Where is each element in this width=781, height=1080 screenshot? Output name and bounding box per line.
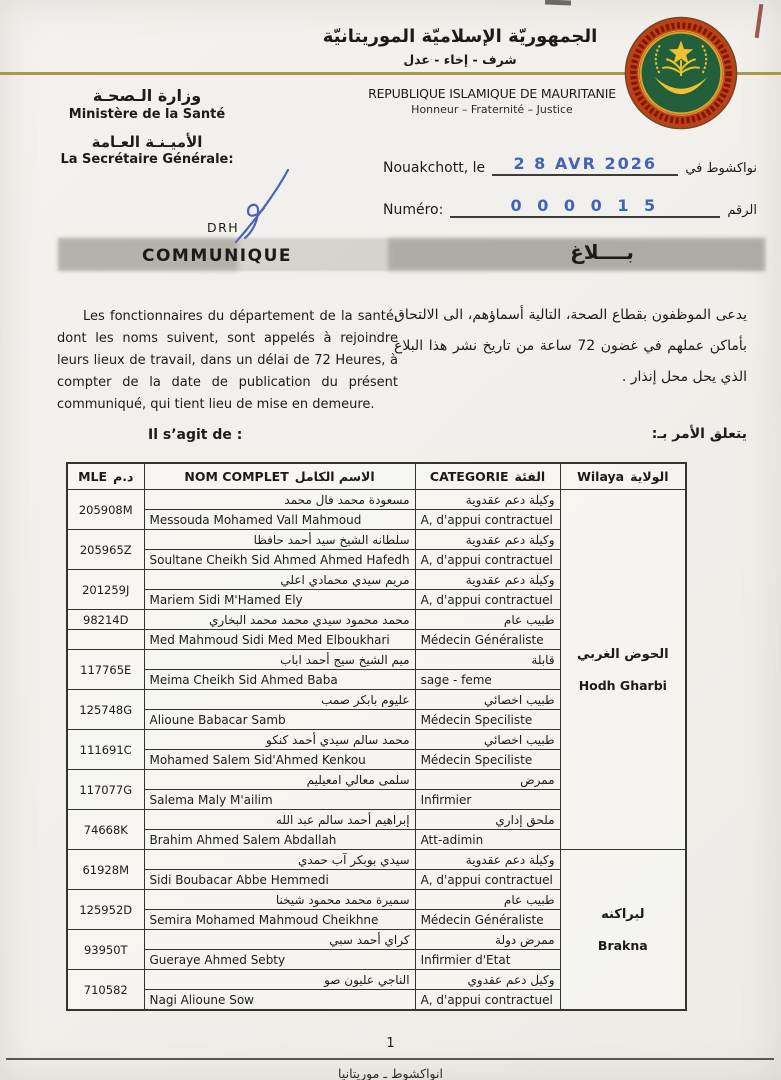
name-arabic: سيدي بوبكر آب حمدي (144, 850, 415, 870)
mle-code: 61928M (67, 850, 144, 890)
name-arabic: مريم سيدي محمادي اعلي (144, 570, 415, 590)
category-arabic: قابلة (415, 650, 560, 670)
name-arabic: عليوم بابكر صمب (144, 690, 415, 710)
name-latin: Salema Maly M'ailim (144, 790, 415, 810)
mle-code: 117765E (67, 650, 144, 690)
name-arabic: سميرة محمد محمود شيخنا (144, 890, 415, 910)
body-paragraph-french: Les fonctionnaires du département de la santé, dont les noms suivent, sont appelés à rejoindre leurs lieux de travail, dans un délai de 72 Heures, à compter de la date de publication du présent communiqué, qui tient lieu de mise en demeure. (57, 309, 398, 412)
category-arabic: طبيب اخصائي (415, 730, 560, 750)
category-latin: A, d'appui contractuel (415, 990, 560, 1011)
category-latin: Médecin Généraliste (415, 910, 560, 930)
category-latin: A, d'appui contractuel (415, 550, 560, 570)
name-latin: Alioune Babacar Samb (144, 710, 415, 730)
ministry-block (28, 86, 266, 167)
footer-address-partial: انواكشوط ـ موريتانيا (338, 1066, 443, 1080)
scan-artifact-mark (755, 4, 764, 38)
communique-title-arabic: بــــلاغ (570, 240, 634, 264)
drh-label: DRH (207, 220, 240, 235)
numero-label-french: Numéro: (383, 202, 444, 218)
name-latin: Mariem Sidi M'Hamed Ely (144, 590, 415, 610)
mle-code: 205965Z (67, 530, 144, 570)
mle-code: 205908M (67, 490, 144, 530)
name-arabic: كراي أحمد سبي (144, 930, 415, 950)
category-arabic: طبيب عام (415, 890, 560, 910)
republic-title-arabic: الجمهوريّة الإسلاميّة الموريتانيّة (322, 26, 598, 47)
scan-artifact-mark (545, 0, 571, 5)
category-arabic: وكيلة دعم عقدوية (415, 570, 560, 590)
mle-code: 125748G (67, 690, 144, 730)
wilaya-name-arabic: لبراكنه (601, 906, 645, 922)
name-latin: Soultane Cheikh Sid Ahmed Ahmed Hafedh (144, 550, 415, 570)
header-wilaya: Wilaya الولاية (560, 463, 686, 490)
numero-label-arabic: الرقم (727, 203, 757, 218)
mle-code: 201259J (67, 570, 144, 610)
name-arabic: مسعودة محمد فال محمد (144, 490, 415, 510)
republic-title-french: REPUBLIQUE ISLAMIQUE DE MAURITANIE (368, 86, 616, 101)
category-latin: sage - feme (415, 670, 560, 690)
secretary-general-arabic: الأميـنـة العـامة (91, 133, 203, 151)
category-latin: Médecin Speciliste (415, 710, 560, 730)
category-latin: Médecin Speciliste (415, 750, 560, 770)
page-number: 1 (386, 1036, 395, 1051)
wilaya-name-arabic: الحوض الغربي (576, 646, 669, 662)
mle-code: 117077G (67, 770, 144, 810)
ministry-name-french: Ministère de la Santé (68, 107, 226, 122)
name-latin: Sidi Boubacar Abbe Hemmedi (144, 870, 415, 890)
category-arabic: ملحق إداري (415, 810, 560, 830)
motto-arabic: شرف - إخاء - عدل (403, 52, 517, 67)
date-label-french: Nouakchott, le (383, 160, 486, 176)
wilaya-name-latin: Brakna (597, 937, 648, 953)
name-latin: Med Mahmoud Sidi Med Med Elboukhari (144, 630, 415, 650)
category-latin: Att-adimin (415, 830, 560, 850)
category-latin: Médecin Généraliste (415, 630, 560, 650)
category-arabic: طبيب اخصائي (415, 690, 560, 710)
name-latin: Nagi Alioune Sow (144, 990, 415, 1011)
mle-code: 74668K (67, 810, 144, 850)
personnel-table (66, 462, 687, 1011)
category-latin: Infirmier (415, 790, 560, 810)
national-seal-icon (622, 14, 740, 132)
wilaya-name-latin: Hodh Gharbi (578, 677, 667, 693)
category-latin: A, d'appui contractuel (415, 870, 560, 890)
mle-code: 125952D (67, 890, 144, 930)
name-arabic: سلطانه الشيخ سيد أحمد حافظا (144, 530, 415, 550)
category-arabic: وكيلة دعم عقدوية (415, 530, 560, 550)
mle-code: 710582 (67, 970, 144, 1011)
name-latin: Meima Cheikh Sid Ahmed Baba (144, 670, 415, 690)
lead-in-arabic: يتعلق الأمر بـ: (651, 426, 747, 442)
category-arabic: وكيل دعم عقدوي (415, 970, 560, 990)
motto-french: Honneur – Fraternité – Justice (411, 103, 573, 116)
personnel-table-body (67, 490, 686, 1011)
numero-stamp: 0 0 0 0 1 5 (510, 196, 661, 215)
wilaya-cell (560, 850, 686, 1011)
name-latin: Gueraye Ahmed Sebty (144, 950, 415, 970)
mle-code: 98214D (67, 610, 144, 630)
ministry-name-arabic: وزارة الـصحـة (92, 86, 202, 105)
name-latin: Messouda Mohamed Vall Mahmoud (144, 510, 415, 530)
name-latin: Semira Mohamed Mahmoud Cheikhne (144, 910, 415, 930)
secretary-general-french: La Secrétaire Générale: (60, 152, 234, 167)
date-line (383, 154, 757, 176)
name-arabic: سلمى معالي امعيليم (144, 770, 415, 790)
date-stamp: 2 8 AVR 2026 (513, 154, 657, 173)
table-row (67, 850, 686, 870)
name-arabic: محمد سالم سيدي أحمد كنكو (144, 730, 415, 750)
footer-rule (6, 1058, 774, 1060)
category-arabic: ممرض (415, 770, 560, 790)
table-row (67, 490, 686, 510)
name-arabic: الناجي عليون صو (144, 970, 415, 990)
mle-code-empty (67, 630, 144, 650)
name-latin: Mohamed Salem Sid'Ahmed Kenkou (144, 750, 415, 770)
name-arabic: ميم الشيخ سيج أحمد اباب (144, 650, 415, 670)
wilaya-cell (560, 490, 686, 850)
header-nom-complet: NOM COMPLET الاسم الكامل (144, 463, 415, 490)
name-arabic: إبراهيم أحمد سالم عبد الله (144, 810, 415, 830)
signature-scribble (230, 166, 300, 246)
category-latin: Infirmier d'Etat (415, 950, 560, 970)
numero-line (383, 196, 757, 218)
category-arabic: ممرض دولة (415, 930, 560, 950)
table-header-row (67, 463, 686, 490)
name-arabic: محمد محمود سيدي محمد محمد البخاري (144, 610, 415, 630)
body-paragraph-arabic: يدعى الموظفون بقطاع الصحة، التالية أسماؤهم، الى الالتحاق بأماكن عملهم في غضون 72 ساعة من تاريخ نشر هذا البلاغ الذي يحل محل إنذار . (394, 307, 747, 385)
header-categorie: CATEGORIE الفئة (415, 463, 560, 490)
date-rule (492, 154, 678, 176)
mle-code: 93950T (67, 930, 144, 970)
lead-in-french: Il s’agit de : (148, 427, 243, 443)
header-mle: MLE د.م (67, 463, 144, 490)
category-arabic: طبيب عام (415, 610, 560, 630)
category-latin: A, d'appui contractuel (415, 510, 560, 530)
category-arabic: وكيلة دعم عقدوية (415, 850, 560, 870)
name-latin: Brahim Ahmed Salem Abdallah (144, 830, 415, 850)
category-arabic: وكيلة دعم عقدوية (415, 490, 560, 510)
mle-code: 111691C (67, 730, 144, 770)
date-label-arabic: نواكشوط في (685, 161, 757, 176)
category-latin: A, d'appui contractuel (415, 590, 560, 610)
communique-title-french: COMMUNIQUE (142, 246, 292, 266)
numero-rule (450, 196, 720, 218)
